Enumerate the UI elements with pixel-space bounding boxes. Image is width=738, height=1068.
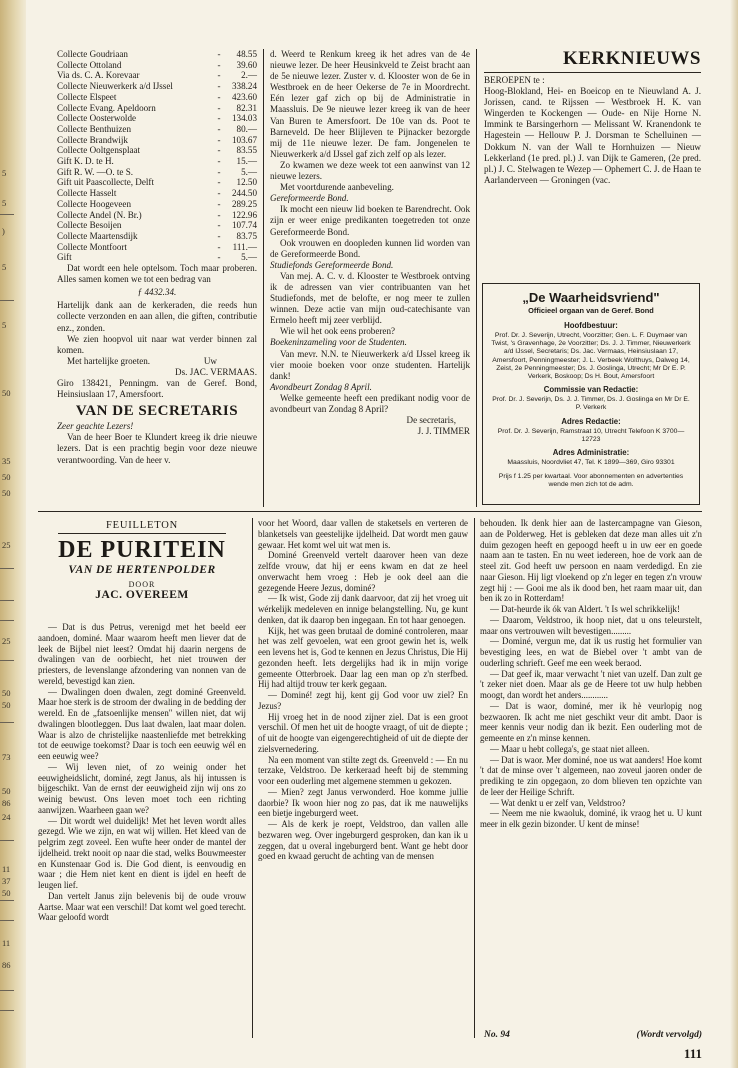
ledger-amount: 2.— (241, 70, 257, 81)
ledger-amount: 82.31 (236, 102, 257, 113)
margin-number: 5 (2, 320, 7, 330)
margin-number: 50 (2, 472, 11, 482)
feuilleton-paragraph: Dan vertelt Janus zijn belevenis bij de oude vrouw Aartse. Maar wat een verschil! Dat komt wel goed terecht. Waar geloofd wordt (38, 890, 246, 923)
margin-number: 25 (2, 636, 11, 646)
ledger-label: Collecte Ottoland (57, 59, 122, 70)
ledger-amount: 83.55 (236, 145, 257, 156)
ledger-dash: - (217, 59, 221, 70)
feuilleton-paragraph: — Wat denkt u er zelf van, Veldstroo? (490, 797, 626, 808)
ledger-dash: - (217, 252, 221, 263)
beroepen-text: Hoog-Blokland, Hei- en Boeicop en te Nieuwland A. J. Jorissen, cand. te Rijssen — Westbroek H. K. van Wingerden te Kockengen — Oude- en Nije Horne N. Immink te Barsingerhorn — Melissant W. Kranendonk te Hagestein — Hellouw P. J. Dorsman te Schelluinen — Dokkum N. van der Wall te Hornhuizen — Nieuw Lekkerland (1e pred. pl.) J. van Dijk te Gameren, (2e pred. pl.) J. C. Stelwagen te Wezep — Ophemert C. J. de Haan te Aarlanderveen — Groningen (vac. (484, 86, 701, 185)
greeting-uw: Uw (203, 355, 217, 366)
ledger-giro: Giro 138421, Penningm. van de Geref. Bond, Heinsiuslaan 17, Amersfoort. (57, 378, 257, 400)
margin-number: 50 (2, 786, 11, 796)
secretaris-paragraph-cont: d. Weerd te Renkum kreeg ik het adres van de 4e nieuwe lezer. De heer Heusinkveld te Zeist bracht aan de 5e nieuwe lezer. Zuster v. d. Klooster won de 6e in Westbroek en de heer Oekerse de 7e in Moordrecht. Eén lezer gaf zich op bij de Administratie in Maassluis. De 9e nieuwe lezer kreeg ik van de heer Van Buren te Amersfoort. De 10e van ds. Poot te Barneveld. De heer Blijleven te Pijnacker bezorgde mij de 11e nieuwe lezer. De fam. Jongenelen te Nieuwerkerk a/d IJssel gaf zich zelf op als lezer. (270, 49, 470, 159)
feuilleton-paragraph: — Dat is waor, dominé, mer ik hè veurlopig nog bezwaoren. Ik acht me niet geschikt veur dit ambt. Daor is meer kennis veur nodig dan ik bezit. Een ouderling mot de gemeente en z'n minse kennen. (480, 700, 702, 743)
ledger-dash: - (217, 209, 221, 220)
feuilleton-column-1 (38, 622, 246, 923)
ledger-dash: - (217, 230, 221, 241)
margin-number: 37 (2, 876, 11, 886)
ledger-dash: - (217, 91, 221, 102)
feuilleton-paragraph: — Wij leven niet, of zo weinig onder het eeuwigheidslicht, dominé, zegt Janus, als hij intussen is bijgeschikt. Van de ernst der eeuwigheid zijn wij ons zo weinig bewust. Ons leven moet toch een richting aanwijzen. Waarheen gaan we? (38, 761, 246, 815)
secretaris-paragraph-3: Met voortdurende aanbeveling. (280, 182, 394, 193)
ledger-label: Gift K. D. te H. (57, 156, 114, 167)
ledger-dash: - (217, 145, 221, 156)
margin-number: 50 (2, 700, 11, 710)
feuilleton-paragraph: — Maar u hebt collega's, ge staat niet alleen. (490, 743, 650, 754)
ledger-amount: 289.25 (231, 198, 257, 209)
waarheidsvriend-subtitle: Officieel orgaan van de Geref. Bond (528, 306, 654, 315)
ledger-amount: 48.55 (236, 49, 257, 59)
ledger-row (57, 210, 257, 221)
ledger-label: Collecte Evang. Apeldoorn (57, 102, 156, 113)
ledger-amount: 111.— (232, 241, 257, 252)
ledger-row (57, 199, 257, 210)
margin-number: 11 (2, 938, 11, 948)
ledger-label: Collecte Maartensdijk (57, 230, 138, 241)
ledger-label: Collecte Hoogeveen (57, 198, 131, 209)
margin-number: 50 (2, 888, 11, 898)
ledger-greeting (57, 356, 257, 367)
margin-rule (0, 920, 14, 921)
ledger-dash: - (217, 102, 221, 113)
feuilleton-door: DOOR (128, 580, 156, 589)
margin-number: 50 (2, 688, 11, 698)
margin-rule (0, 900, 14, 901)
margin-number: 86 (2, 960, 11, 970)
ledger-label: Via ds. C. A. Korevaar (57, 70, 140, 81)
feuilleton-paragraph: — Dit wordt wel duidelijk! Met het leven wordt alles gezegd. Wie we zijn, en wat wij willen. Het kleed van de pelgrim zegt zoveel. Een wufte heer onder de mantel der ijdelheid. trekt nooit op naar die stad, welks Bouwmeester en Kunstenaar God is. Die God dient, is eenvoudig en waar ; die Hem niet kent en dient is ijdel en heeft de leugen lief. (38, 815, 246, 890)
feuilleton-rule-2 (474, 518, 475, 1038)
ledger-amount: 338.24 (231, 81, 257, 92)
ledger-hope: We zien hoopvol uit naar wat verder binnen zal komen. (57, 333, 257, 355)
margin-rule (0, 722, 14, 723)
previous-page-margin (0, 0, 26, 1068)
ledger-dash: - (217, 134, 221, 145)
adres-administratie-text: Maassluis, Noordvliet 47, Tel. K 1899—369, Giro 93301 (507, 459, 675, 467)
margin-number: 73 (2, 752, 11, 762)
feuilleton-paragraph: — Dominé! zegt hij, kent gij God voor uw ziel? En Jezus? (258, 690, 468, 711)
beroepen-label: BEROEPEN te : (484, 75, 545, 85)
ledger-amount: 5.— (241, 166, 257, 177)
geref-bond-heading: Gereformeerde Bond. (270, 193, 349, 204)
secretaris-name: J. J. TIMMER (417, 426, 470, 437)
adres-redactie-heading: Adres Redactie: (561, 416, 621, 426)
ledger-row (57, 156, 257, 167)
margin-number: 24 (2, 812, 11, 822)
column-secretaris (270, 49, 470, 437)
ledger-label: Collecte Nieuwerkerk a/d IJssel (57, 81, 173, 92)
ledger-dash: - (217, 166, 221, 177)
avondbeurt-p1: Welke gemeente heeft een predikant nodig voor de avondbeurt van Zondag 8 April? (270, 392, 470, 414)
feuilleton-subtitle: VAN DE HERTENPOLDER (68, 564, 216, 576)
ledger-label: Collecte Montfoort (57, 241, 127, 252)
boeken-p1: Van mevr. N.N. te Nieuwerkerk a/d IJssel kreeg ik vier mooie boeken voor onze studenten. Hartelijk dank! (270, 348, 470, 381)
ledger-row (57, 177, 257, 188)
ledger-row (57, 231, 257, 242)
feuilleton-continued: (Wordt vervolgd) (636, 1030, 702, 1040)
ledger-row (57, 103, 257, 114)
ledger-amount: 80.— (236, 123, 257, 134)
feuilleton-paragraph: — Dominé, vergun me, dat ik us rustig het formulier van bevestiging lees, en wat de Biebel over 't ambt van de ouderling schrieft. Geef me een week beraod. (480, 636, 702, 668)
ledger-label: Collecte Andel (N. Br.) (57, 209, 142, 220)
feuilleton-paragraph: — Neem me nie kwaoluk, dominé, ik vraog het u. U kunt meer in elk gezin bizonder. U kent de minse! (480, 808, 702, 829)
feuilleton-label-rule (58, 533, 226, 534)
feuilleton-label: FEUILLETON (106, 520, 178, 531)
ledger-amount: 83.75 (236, 230, 257, 241)
ledger-row (57, 188, 257, 199)
ledger-label: Collecte Goudriaan (57, 49, 128, 59)
ledger-label: Gift (57, 252, 72, 263)
ledger-label: Collecte Besoijen (57, 220, 122, 231)
ledger-row (57, 81, 257, 92)
feuilleton-paragraph: — Mien? zegt Janus verwonderd. Hoe komme jullie daorbie? Ik woon hier nog zo pas, dat ik me nauwelijks een bietje ingeburgerd weet. (258, 786, 468, 819)
avondbeurt-heading: Avondbeurt Zondag 8 April. (270, 381, 372, 392)
redactie-heading: Commissie van Redactie: (543, 385, 639, 395)
ledger-row (57, 220, 257, 231)
feuilleton-paragraph: voor het Woord, daar vallen de staketsels en verteren de blanketsels van geestelijke ijdelheid. Dat wordt men gauw gewaar. Het komt wel uit wat men is. (258, 518, 468, 550)
studiefonds-p2: Wie wil het ook eens proberen? (280, 326, 396, 337)
ledger-amount: 5.— (241, 252, 257, 263)
margin-rule (0, 600, 14, 601)
feuilleton-paragraph: Na een moment van stilte zegt ds. Greenveld : — En nu terzake, Veldstroo. De kerkeraad heeft bij de stemming voor een ouderling met algemene stemmen u gekozen. (258, 754, 468, 786)
studiefonds-p1: Van mej. A. C. v. d. Klooster te Westbroek ontving ik de adressen van vier contribuanten van het Studiefonds, met de belofte, er nog meer te zullen winnen. Deze actie van mijn oud-catechisante van Ermelo heeft mij zeer verblijd. (270, 270, 470, 326)
margin-rule (0, 840, 14, 841)
adres-administratie-heading: Adres Administratie: (552, 448, 630, 458)
secretaris-paragraph-2: Zo kwamen we deze week tot een aanwinst van 12 nieuwe lezers. (270, 159, 470, 182)
column-ledger (57, 49, 257, 466)
prijs-text: Prijs f 1.25 per kwartaal. Voor abonnementen en advertenties wende men zich tot de adm. (498, 473, 684, 489)
ledger-row (57, 70, 257, 81)
ledger-label: Gift R. W. —O. te S. (57, 166, 134, 177)
ledger-amount: 103.67 (231, 134, 257, 145)
ledger-dash: - (217, 177, 221, 188)
ledger-amount: 12.50 (236, 177, 257, 188)
feuilleton-paragraph: — Ik wist, Gode zij dank daarvoor, dat zij het vroeg uit wérkelijk medeleven en innige belangstelling. Nu, ge kunt denken, dat ik daarop ben ingegaan. En tot haar genoegen. (258, 593, 468, 625)
geref-bond-p2: Ook vrouwen en doopleden kunnen lid worden van de Gereformeerde Bond. (270, 237, 470, 259)
ledger-row (57, 242, 257, 253)
waarheidsvriend-title: „De Waarheidsvriend" (522, 290, 660, 305)
margin-rule (0, 300, 14, 301)
greeting-text: Met hartelijke groeten. (67, 355, 151, 366)
ledger-row (57, 49, 257, 60)
ledger-dash: - (217, 188, 221, 199)
column-rule-2 (476, 49, 477, 507)
feuilleton-paragraph: Dominé Greenveld vertelt daarover heen van deze zelfde vrouw, dat hij er eens kwam en dat ze heel onverwacht hem vroeg : Heb je ook deel aan die gezegende Heere Jezus, dominé? (258, 550, 468, 593)
ledger-dash: - (217, 81, 221, 92)
margin-rule (0, 1010, 14, 1011)
column-rule-1 (263, 49, 264, 507)
page-edge-right (730, 0, 738, 1068)
ledger-signature: Ds. JAC. VERMAAS. (175, 366, 257, 377)
ledger-amount: 134.03 (231, 113, 257, 124)
studiefonds-heading: Studiefonds Gereformeerde Bond. (270, 259, 394, 270)
margin-rule (0, 214, 14, 215)
margin-number: 50 (2, 388, 11, 398)
feuilleton-number: No. 94 (484, 1030, 510, 1040)
ledger-total-intro: Dat wordt een hele optelsom. Toch maar proberen. Alles samen komen we tot een bedrag van (57, 263, 257, 285)
margin-number: 5 (2, 168, 7, 178)
ledger-amount: 39.60 (236, 59, 257, 70)
ledger-row (57, 124, 257, 135)
feuilleton-paragraph: Hij vroeg het in de nood zijner ziel. Dat is een groot verschil. Of men het uit de hoogte vraagt, of uit de diepte ; of uit de hoogte van eigengerechtigheid of uit de diepte der zielsvernedering. (258, 711, 468, 754)
kerknieuws-title: KERKNIEUWS (562, 48, 701, 69)
ledger-row (57, 92, 257, 103)
feuilleton-title: DE PURITEIN (58, 537, 226, 563)
secretaris-paragraph-start: Van de heer Boer te Klundert kreeg ik drie nieuwe lezers. Dat is een prachtig begin voor deze nieuwe verantwoording. Van de heer v. (57, 432, 257, 465)
margin-number: 50 (2, 488, 11, 498)
ledger-label: Collecte Elspeet (57, 91, 117, 102)
margin-rule (0, 568, 14, 569)
feuilleton-paragraph: — Daarom, Veldstroo, ik hoop niet, dat u ons teleurstelt, maar ons vertrouwen wilt bevestigen......... (480, 614, 702, 636)
feuilleton-paragraph: — Als de kerk je roept, Veldstroo, dan vallen alle bezwaren weg. Over ingeburgerd gesproken, dan kan ik u zeggen, dat u overal ingeburgerd bent. Want ge hebt door goed en kwaad gerucht de achting van de mensen (258, 819, 468, 862)
page-number: 111 (683, 1046, 702, 1061)
margin-number: 11 (2, 864, 11, 874)
ledger-dash: - (217, 220, 221, 231)
secretaris-closing: De secretaris, (406, 415, 456, 426)
ledger-label: Collecte Oosterwolde (57, 113, 137, 124)
margin-number: 25 (2, 540, 11, 550)
kerknieuws-rule (484, 72, 701, 73)
ledger-dash: - (217, 123, 221, 134)
margin-number: ) (2, 226, 5, 236)
feuilleton-paragraph: Kijk, het was geen brutaal de dominé controleren, maar het was zelf gevoelen, wat een groot gewin het is, welk een levens het is, God te kennen en Jezus Christus, Die Hij gezonden heeft. Iets dergelijks had ik in mijn vorige gemeente Otterbroek. Daar lag een man op z'n sterfbed. Hij had altijd trouw ter kerk gegaan. (258, 625, 468, 690)
margin-number: 86 (2, 798, 11, 808)
ledger-amount: 122.96 (231, 209, 257, 220)
boeken-heading: Boekeninzameling voor de Studenten. (270, 337, 407, 348)
margin-rule (0, 620, 14, 621)
feuilleton-paragraph: — Dat geef ik, maar verwacht 't niet van uzelf. Dan zult ge 't zeker niet doen. Maar als ge de Heere tot uw hulp hebben moogt, dan wordt het anders............ (480, 668, 702, 700)
feuilleton-column-2 (258, 518, 468, 862)
collecte-ledger (57, 49, 257, 263)
ledger-dash: - (217, 241, 221, 252)
ledger-dash: - (217, 70, 221, 81)
secretaris-salutation: Zeer geachte Lezers! (57, 421, 134, 432)
margin-number: 35 (2, 456, 11, 466)
redactie-text: Prof. Dr. J. Severijn, Ds. J. J. Timmer, Ds. J. Goslinga en Mr Dr E. P. Verkerk (492, 396, 690, 412)
ledger-dash: - (217, 156, 221, 167)
ledger-label: Collecte Ooltgensplaat (57, 145, 141, 156)
ledger-row (57, 113, 257, 124)
ledger-label: Gift uit Paascollecte, Delft (57, 177, 154, 188)
adres-redactie-text: Prof. Dr. J. Severijn, Ramstraat 10, Utrecht Telefoon K 3700—12723 (497, 427, 685, 443)
feuilleton-rule-1 (252, 518, 253, 1038)
ledger-row (57, 145, 257, 156)
feuilleton-paragraph: — Dwalingen doen dwalen, zegt dominé Greenveld. Maar hoe sterk is de stroom der dwaling in de bedding der wereld. En de „fatsoenlijke mensen" willen niet, dat wij dwalingen blootleggen. Dus laat dwalen, laat maar dolen. Waar is alzo de christelijke naastenliefde met betrekking tot de eeuwige toekomst? Daar is toch een eeuwig wél en een eeuwig wee? (38, 686, 246, 761)
feuilleton-column-3 (480, 518, 702, 830)
ledger-row (57, 252, 257, 263)
margin-number: 5 (2, 262, 7, 272)
margin-number: 5 (2, 198, 7, 208)
feuilleton-heading-block (38, 520, 246, 601)
feuilleton-paragraph: — Dat is waor. Mer dominé, noe us wat aanders! Hoe komt 't dat de minse over 't algemeen, nao zoveul jaoren onder de prediking te zin opgegaon, zo dom blieven ten opzichte van de leer der Heilige Schrift. (480, 754, 702, 797)
feuilleton-paragraph: behouden. Ik denk hier aan de lastercampagne van Gieson, aan de Polderweg. Het is gebleken dat deze man alles uit z'n duim gezogen heeft en gepoogd heeft u in uw eer en goede naam aan te tasten. En nu weet iedereen, hoe de vork aan de steel zit. God heeft uw persoon en naam verdedigd. En zie naar Gieson. Hij ligt vloekend op z'n leger en tegen z'n vrouw zegt hij : — Gooi me als ik dood ben, het raam maar uit, dan ben ik zo in Rotterdam! (480, 518, 702, 604)
ledger-label: Collecte Hasselt (57, 188, 117, 199)
feuilleton-paragraph: — Dat is dus Petrus, verenigd met het beeld eer aandoen, dominé. Maar waarom heeft men liever dat de leek de Bijbel niet leest? Omdat hij daarin nergens de dwalingen van de oorbiecht, het niet trouwen der priesters, de levenslange afzondering van nonnen van de wereld, bevestigd kan zien. (38, 622, 246, 686)
ledger-dash: - (217, 198, 221, 209)
ledger-amount: 244.50 (231, 188, 257, 199)
ledger-amount: 15.— (236, 156, 257, 167)
ledger-label: Collecte Brandwijk (57, 134, 128, 145)
ledger-dash: - (217, 49, 221, 59)
feuilleton-paragraph: — Dat-heurde ik ók van Aldert. 't Is wel schrikkelijk! (490, 604, 680, 614)
margin-rule (0, 990, 14, 991)
column-kerknieuws (484, 75, 701, 186)
waarheidsvriend-box (482, 283, 700, 505)
hoofdbestuur-heading: Hoofdbestuur: (564, 321, 618, 330)
section-divider (38, 511, 702, 512)
geref-bond-p1: Ik mocht een nieuw lid boeken te Barendrecht. Ook zijn er weer enige predikanten toegetreden tot onze Gereformeerde Bond. (270, 204, 470, 237)
ledger-row (57, 167, 257, 178)
ledger-amount: 423.60 (231, 91, 257, 102)
secretaris-heading: VAN DE SECRETARIS (75, 403, 239, 420)
ledger-row (57, 135, 257, 146)
ledger-dash: - (217, 113, 221, 124)
feuilleton-author: JAC. OVEREEM (95, 589, 189, 601)
ledger-label: Collecte Benthuizen (57, 123, 131, 134)
ledger-thanks: Hartelijk dank aan de kerkeraden, die reeds hun collecte verzonden en aan allen, die giften, contributie enz., zonden. (57, 300, 257, 333)
ledger-total-amount: ƒ 4432.34. (137, 287, 177, 298)
hoofdbestuur-text: Prof. Dr. J. Severijn, Utrecht, Voorzitter; Gen. L. F. Duymaer van Twist, 's Gravenhage, 2e Voorzitter; Ds. J. J. Timmer, Nieuwerkerk a/d IJssel, Secretaris; Ds. Jac. Vermaas, Heinsiuslaan 17, Amersfoort, Penningmeester; J. L. Verbeek Wolthuys, Dalweg 14, Zeist, 2e Penningmeester; Ds. J. Goslinga, Utrecht; Mr Dr E. P. Verkerk, Boskoop; Ds H. Bout, Amersfoort (491, 332, 691, 381)
margin-rule (0, 660, 14, 661)
ledger-amount: 107.74 (231, 220, 257, 231)
ledger-row (57, 60, 257, 71)
